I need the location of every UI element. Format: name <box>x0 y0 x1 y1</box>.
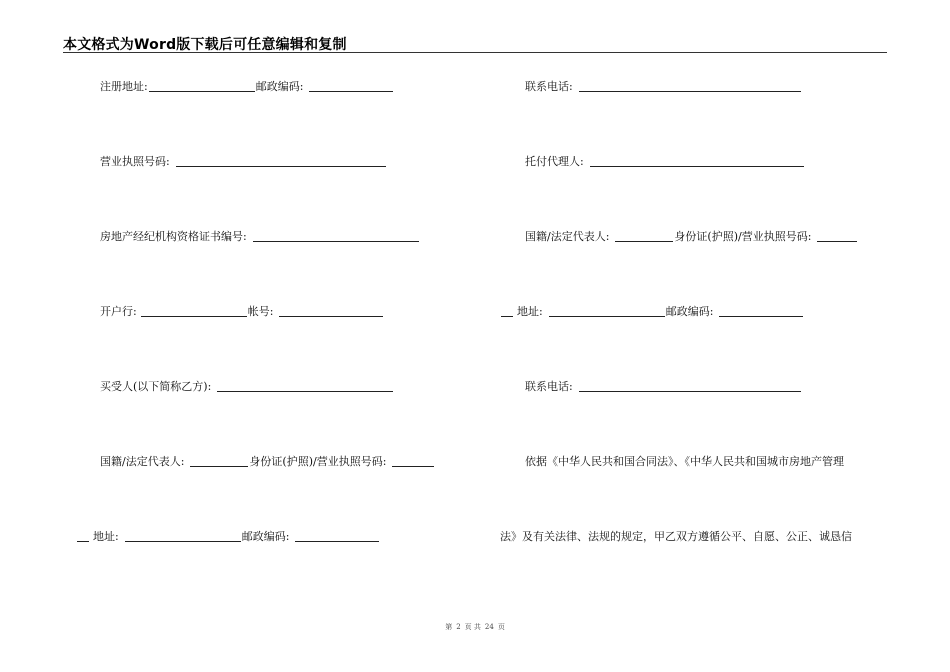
nationality-representative-label: 国籍/法定代表人: <box>100 455 185 468</box>
account-label: 帐号: <box>247 305 274 318</box>
phone-label: 联系电话: <box>525 380 573 393</box>
document-header-title: 本文格式为Word版下载后可任意编辑和复制 <box>63 37 347 53</box>
page-number: 2 <box>456 623 461 631</box>
agent-row <box>525 155 805 169</box>
representative-blank <box>190 456 248 467</box>
agent-label: 托付代理人: <box>525 155 584 168</box>
bank-blank <box>141 306 247 317</box>
nationality-representative-label: 国籍/法定代表人: <box>525 230 610 243</box>
business-license-row <box>100 155 387 169</box>
bank-account-row <box>100 305 384 319</box>
postcode-label: 邮政编码: <box>241 530 290 543</box>
postcode-blank <box>719 306 803 317</box>
representative-blank <box>615 231 673 242</box>
total-pages: 24 <box>484 623 494 631</box>
id-license-blank <box>392 456 434 467</box>
buyer-representative-row <box>100 455 435 469</box>
address-label: 地址: <box>517 305 543 318</box>
postcode-label: 邮政编码: <box>665 305 714 318</box>
agent-blank <box>590 156 804 167</box>
registered-address-label: 注册地址: <box>100 80 148 93</box>
law-basis-text-2: 法》及有关法律、法规的规定，甲乙双方遵循公平、自愿、公正、诚恳信 <box>500 530 852 543</box>
business-license-blank <box>176 156 386 167</box>
phone-blank <box>579 381 801 392</box>
law-basis-text-1: 依据《中华人民共和国合同法》、《中华人民共和国城市房地产管理 <box>525 455 844 468</box>
address-lead-blank <box>77 531 89 542</box>
address-blank <box>549 306 665 317</box>
law-basis-line-1 <box>525 455 844 469</box>
page-suffix: 页 <box>497 623 505 631</box>
registered-address-row <box>100 80 394 94</box>
page-footer <box>0 622 950 632</box>
phone-row-2 <box>525 380 802 394</box>
registered-address-blank <box>149 81 255 92</box>
agency-certificate-row <box>100 230 420 244</box>
phone-blank <box>579 81 801 92</box>
buyer-label: 买受人(以下简称乙方): <box>100 380 212 393</box>
account-blank <box>279 306 383 317</box>
phone-row <box>525 80 802 94</box>
buyer-blank <box>217 381 393 392</box>
page-mid: 页 共 <box>464 623 481 631</box>
phone-label: 联系电话: <box>525 80 573 93</box>
postcode-label: 邮政编码: <box>255 80 304 93</box>
id-license-blank <box>817 231 857 242</box>
id-license-label: 身份证(护照)/营业执照号码: <box>674 230 812 243</box>
agency-certificate-blank <box>253 231 419 242</box>
address-lead-blank <box>501 306 513 317</box>
header-divider <box>63 52 887 53</box>
page-prefix: 第 <box>445 623 453 631</box>
address-blank <box>125 531 241 542</box>
buyer-row <box>100 380 394 394</box>
id-license-label: 身份证(护照)/营业执照号码: <box>249 455 387 468</box>
law-basis-line-2 <box>500 530 852 544</box>
business-license-label: 营业执照号码: <box>100 155 170 168</box>
agency-certificate-label: 房地产经纪机构资格证书编号: <box>100 230 247 243</box>
buyer-address-row <box>76 530 380 544</box>
address-label: 地址: <box>93 530 119 543</box>
postcode-blank <box>309 81 393 92</box>
bank-label: 开户行: <box>100 305 137 318</box>
postcode-blank <box>295 531 379 542</box>
seller-address-row <box>500 305 804 319</box>
seller-representative-row <box>525 230 858 244</box>
